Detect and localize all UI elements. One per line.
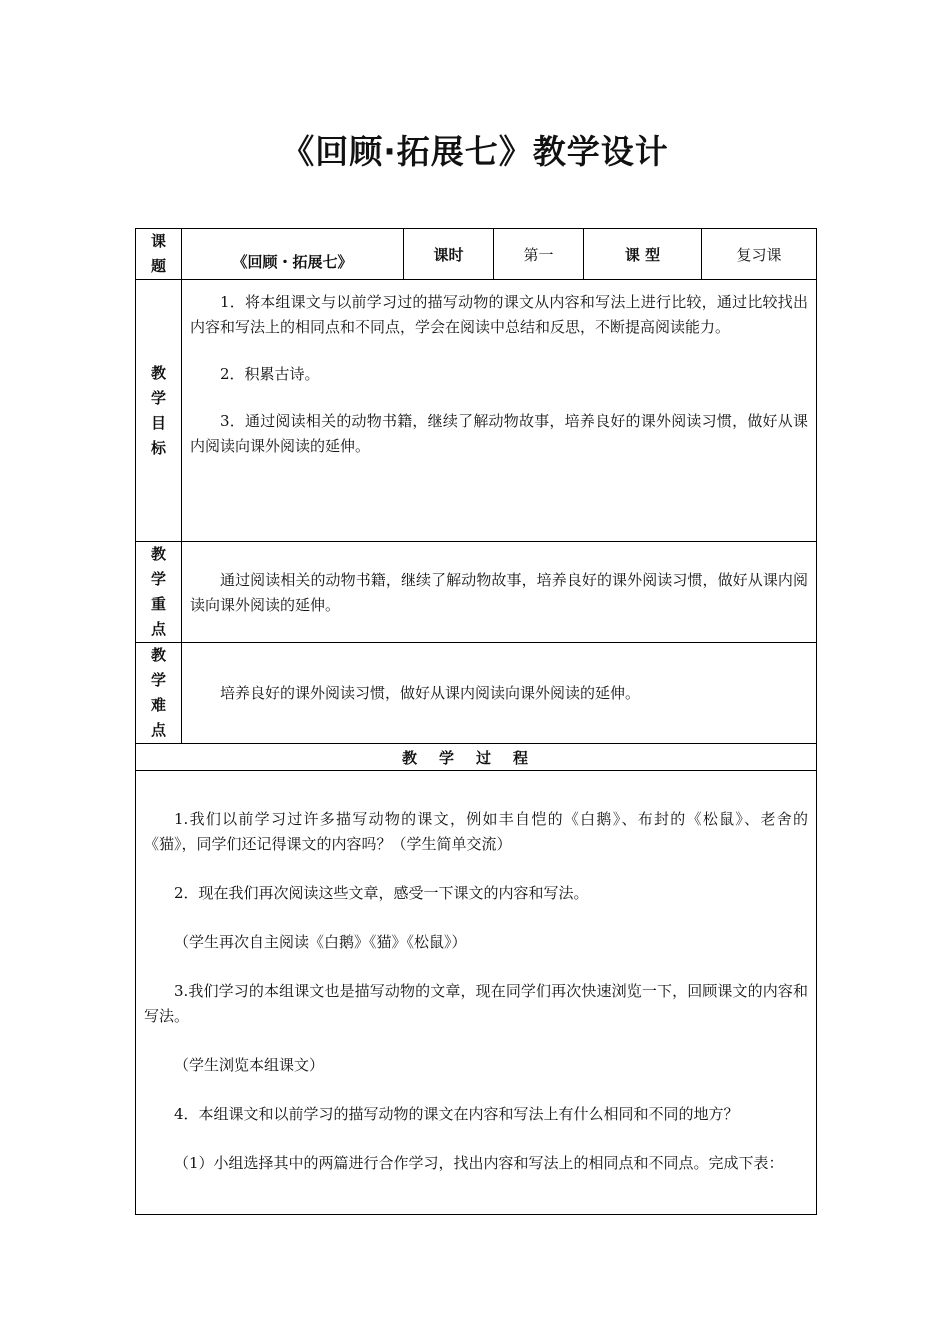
goal-item: 1．将本组课文与以前学习过的描写动物的课文从内容和写法上进行比较，通过比较找出内容和写法上的相同点和不同点，学会在阅读中总结和反思，不断提高阅读能力。 <box>190 293 808 336</box>
topic-label <box>136 229 182 280</box>
topic-label-text: 课 题 <box>150 232 166 275</box>
process-row <box>136 771 817 1215</box>
key-points-label-text: 教 学 重 点 <box>150 545 166 638</box>
difficulties-text: 培养良好的课外阅读习惯，做好从课内阅读向课外阅读的延伸。 <box>220 684 641 702</box>
process-paragraph: （学生再次自主阅读《白鹅》《猫》《松鼠》） <box>174 933 467 951</box>
process-paragraph: 3.我们学习的本组课文也是描写动物的文章，现在同学们再次快速浏览一下，回顾课文的内容和写法。 <box>144 982 808 1025</box>
goal-item: 3．通过阅读相关的动物书籍，继续了解动物故事，培养良好的课外阅读习惯，做好从课内阅读向课外阅读的延伸。 <box>190 412 808 455</box>
type-label: 课 型 <box>584 229 702 280</box>
process-content <box>136 771 817 1215</box>
key-points-content <box>182 542 817 643</box>
goals-label <box>136 280 182 542</box>
goals-content <box>182 280 817 542</box>
key-points-label <box>136 542 182 643</box>
goals-row <box>136 280 817 542</box>
goals-label-text: 教 学 目 标 <box>150 363 166 457</box>
difficulties-row <box>136 643 817 744</box>
header-row <box>136 229 817 280</box>
key-points-row <box>136 542 817 643</box>
difficulties-label <box>136 643 182 744</box>
lesson-plan-table <box>135 228 817 1215</box>
goal-item: 2．积累古诗。 <box>220 365 320 383</box>
process-paragraph: （学生浏览本组课文） <box>174 1056 325 1074</box>
difficulties-label-text: 教 学 难 点 <box>150 646 166 739</box>
difficulties-content <box>182 643 817 744</box>
process-title-row <box>136 744 817 771</box>
period-label: 课时 <box>404 229 494 280</box>
key-points-text: 通过阅读相关的动物书籍，继续了解动物故事，培养良好的课外阅读习惯，做好从课内阅读向课外阅读的延伸。 <box>190 571 808 614</box>
document-title: 《回顾·拓展七》教学设计 <box>281 132 669 171</box>
process-paragraph: 4．本组课文和以前学习的描写动物的课文在内容和写法上有什么相同和不同的地方？ <box>174 1105 739 1123</box>
process-title: 教学过程 <box>136 744 817 771</box>
period-value: 第一 <box>494 229 584 280</box>
type-value: 复习课 <box>702 229 817 280</box>
process-paragraph: （1）小组选择其中的两篇进行合作学习，找出内容和写法上的相同点和不同点。完成下表： <box>174 1154 784 1172</box>
topic-value: 《回顾・拓展七》 <box>182 229 404 280</box>
process-paragraph: 2．现在我们再次阅读这些文章，感受一下课文的内容和写法。 <box>174 884 589 902</box>
process-paragraph: 1.我们以前学习过许多描写动物的课文，例如丰自恺的《白鹅》、布封的《松鼠》、老舍的《猫》，同学们还记得课文的内容吗？（学生简单交流） <box>144 810 808 853</box>
